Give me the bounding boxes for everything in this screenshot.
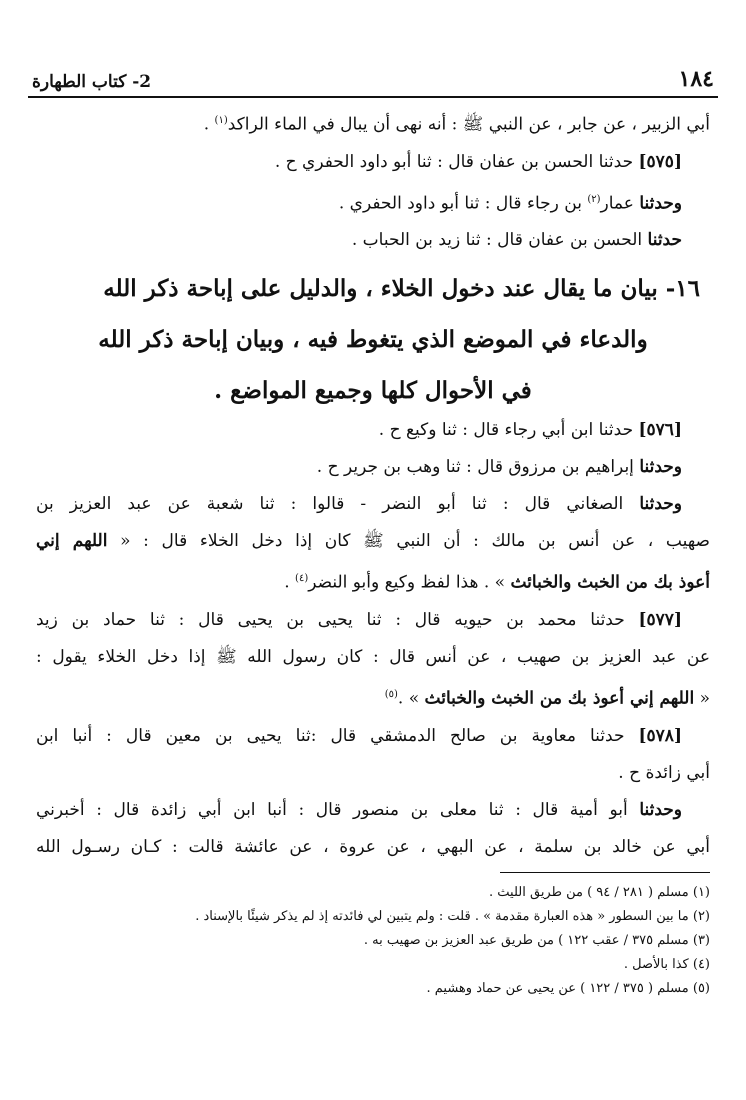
chapter-heading: والدعاء في الموضع الذي يتغوط فيه ، وبيان إباحة ذكر الله bbox=[98, 326, 648, 354]
chapter-heading: في الأحوال كلها وجميع المواضع . bbox=[214, 377, 532, 405]
hadith-number: [٥٧٧] bbox=[638, 609, 682, 630]
text-line: وحدثنا أبو أمية قال : ثنا معلى بن منصور قال : أنبا ابن أبي زائدة قال : أخبرني bbox=[36, 799, 683, 820]
footnote-ref: (٥) bbox=[384, 688, 398, 700]
text-line: أبي زائدة ح . bbox=[618, 762, 710, 783]
footnote-ref: (١) bbox=[214, 115, 228, 126]
text-line: عن عبد العزيز بن صهيب ، عن أنس قال : كان رسول الله ﷺ إذا دخل الخلاء يقول : bbox=[36, 646, 710, 667]
hadith-576: [٥٧٦] حدثنا ابن أبي رجاء قال : ثنا وكيع ح . bbox=[378, 420, 682, 441]
chapter-heading: ١٦- بيان ما يقال عند دخول الخلاء ، والدليل على إباحة ذكر الله bbox=[103, 275, 700, 303]
hadith-number: [٥٧٥] bbox=[638, 151, 682, 172]
text-line: وحدثنا الصغاني قال : ثنا أبو النضر - قالوا : ثنا شعبة عن عبد العزيز بن bbox=[36, 494, 683, 515]
hadith-578: [٥٧٨] حدثنا معاوية بن صالح الدمشقي قال :ثنا يحيى بن معين قال : أنبا ابن bbox=[36, 725, 682, 746]
footnote: (٢) ما بين السطور « هذه العبارة مقدمة » . قلت : ولم يتبين لي فائدته إذ لم يذكر شيئًا بالإسناد . bbox=[195, 908, 710, 924]
hadith-577: [٥٧٧] حدثنا محمد بن حيويه قال : ثنا يحيى بن يحيى قال : ثنا حماد بن زيد bbox=[36, 609, 682, 630]
footnote: (٥) مسلم ( ٣٧٥ / ١٢٢ ) عن يحيى عن حماد وهشيم . bbox=[426, 980, 710, 996]
footnote-ref: (٤) bbox=[295, 573, 309, 585]
footnote: (٤) كذا بالأصل . bbox=[623, 956, 710, 972]
hadith-number: [٥٧٦] bbox=[638, 420, 682, 441]
page-number: ١٨٤ bbox=[678, 66, 714, 92]
text-line: أبي الزبير ، عن جابر ، عن النبي ﷺ : أنه نهى أن يبال في الماء الراكد$^{(١)}$ . bbox=[203, 114, 710, 135]
footnote-divider bbox=[500, 872, 710, 873]
text-line: أبي عن خالد بن سلمة ، عن البهي ، عن عروة ، عن عائشة قالت : كـان رسـول الله bbox=[36, 836, 710, 857]
footnote: (٣) مسلم ٣٧٥ / عقب ١٢٢ ) من طريق عبد العزيز بن صهيب به . bbox=[363, 932, 710, 948]
text-line: « اللهم إني أعوذ بك من الخبث والخبائث » .$^{(٥)}$ bbox=[384, 688, 710, 709]
text-line: أعوذ بك من الخبث والخبائث » . هذا لفظ وكيع وأبو النضر$^{(٤)}$ . bbox=[284, 572, 710, 593]
footnote: (١) مسلم ( ٢٨١ / ٩٤ ) من طريق الليث . bbox=[489, 884, 710, 900]
book-page bbox=[28, 62, 718, 1062]
page-header bbox=[28, 62, 718, 98]
text-line: وحدثنا عمار$^{(٢)}$ بن رجاء قال : ثنا أبو داود الحفري . bbox=[338, 193, 682, 214]
text-line: حدثنا الحسن بن عفان قال : ثنا زيد بن الحباب . bbox=[351, 230, 682, 251]
hadith-575: [٥٧٥] حدثنا الحسن بن عفان قال : ثنا أبو داود الحفري ح . bbox=[274, 151, 682, 172]
hadith-number: [٥٧٨] bbox=[638, 725, 682, 746]
running-title: 2- كتاب الطهارة bbox=[32, 72, 152, 92]
footnote-ref: (٢) bbox=[587, 193, 601, 205]
text-line: وحدثنا إبراهيم بن مرزوق قال : ثنا وهب بن جرير ح . bbox=[316, 457, 682, 478]
page-body bbox=[28, 98, 718, 1001]
text-line: صهيب ، عن أنس بن مالك : أن النبي ﷺ كان إذا دخل الخلاء قال : « اللهم إني bbox=[36, 531, 710, 552]
